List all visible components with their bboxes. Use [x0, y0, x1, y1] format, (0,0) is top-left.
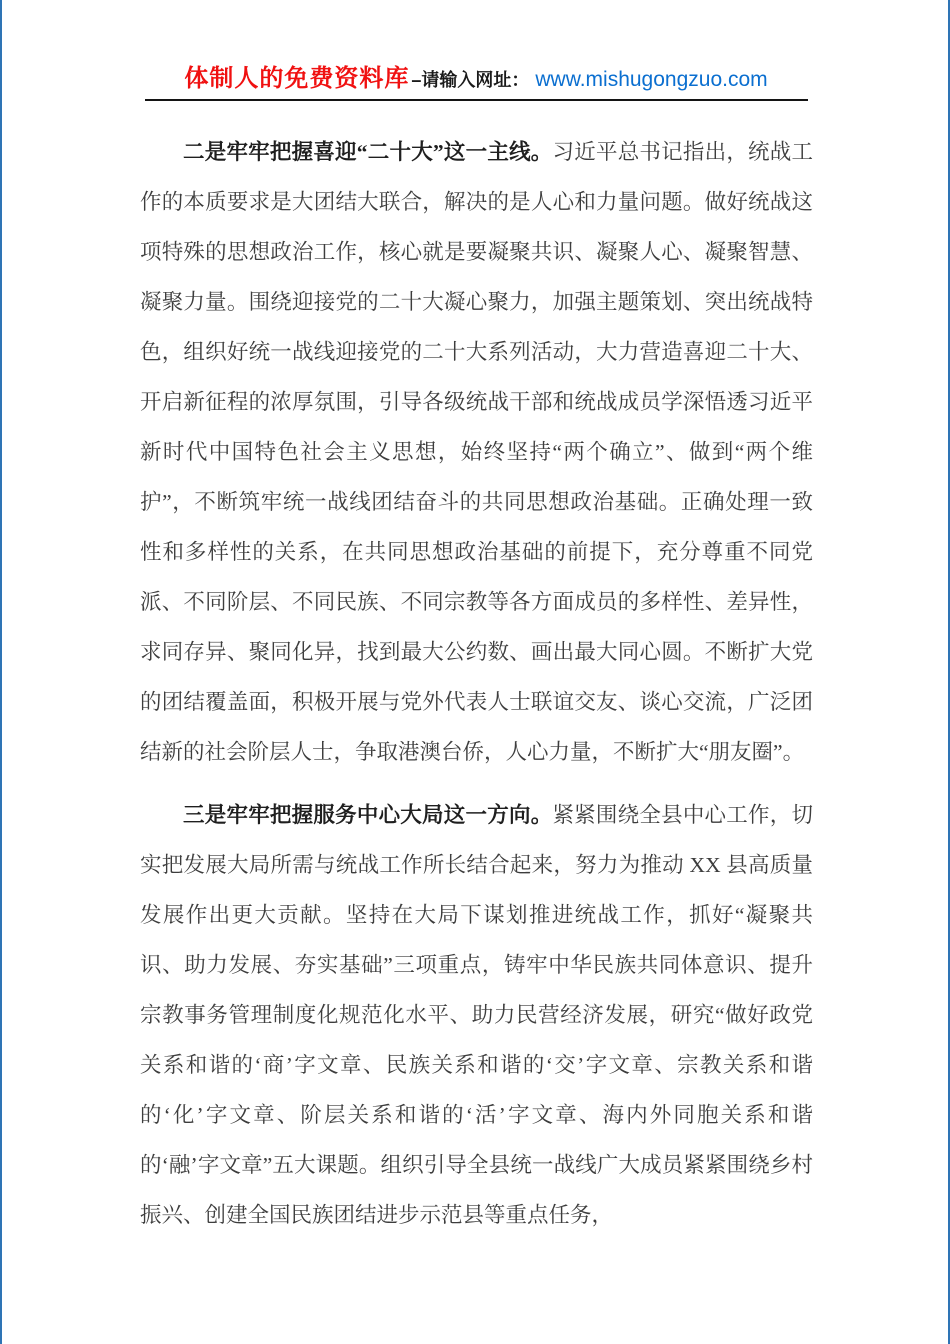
document-body [140, 127, 813, 1253]
paragraph-three [140, 790, 813, 1240]
paragraph-two-lead: 二是牢牢把握喜迎“二十大”这一主线。 [183, 140, 553, 164]
url-prompt-label: –请输入网址： [411, 70, 530, 90]
site-url-link[interactable]: www.mishugongzuo.com [535, 68, 768, 91]
paragraph-three-text: 紧紧围绕全县中心工作，切实把发展大局所需与统战工作所长结合起来，努力为推动 XX 县高质量发展作出更大贡献。坚持在大局下谋划推进统战工作，抓好“凝聚共识、助力发展、夯实基础”三项重点，铸牢中华民族共同体意识、提升宗教事务管理制度化规范化水平、助力民营经济发展，研究“做好政党关系和谐的‘商’字文章、民族关系和谐的‘交’字文章、宗教关系和谐的‘化’字文章、阶层关系和谐的‘活’字文章、海内外同胞关系和谐的‘融’字文章”五大课题。组织引导全县统一战线广大成员紧紧围绕乡村振兴、创建全国民族团结进步示范县等重点任务， [140, 803, 813, 1227]
paragraph-three-lead: 三是牢牢把握服务中心大局这一方向。 [183, 803, 553, 827]
page-header [140, 58, 812, 93]
paragraph-two-text: 习近平总书记指出，统战工作的本质要求是大团结大联合，解决的是人心和力量问题。做好统战这项特殊的思想政治工作，核心就是要凝聚共识、凝聚人心、凝聚智慧、凝聚力量。围绕迎接党的二十大凝心聚力，加强主题策划、突出统战特色，组织好统一战线迎接党的二十大系列活动，大力营造喜迎二十大、开启新征程的浓厚氛围，引导各级统战干部和统战成员学深悟透习近平新时代中国特色社会主义思想，始终坚持“两个确立”、做到“两个维护”，不断筑牢统一战线团结奋斗的共同思想政治基础。正确处理一致性和多样性的关系，在共同思想政治基础的前提下，充分尊重不同党派、不同阶层、不同民族、不同宗教等各方面成员的多样性、差异性，求同存异、聚同化异，找到最大公约数、画出最大同心圆。不断扩大党的团结覆盖面，积极开展与党外代表人士联谊交友、谈心交流，广泛团结新的社会阶层人士，争取港澳台侨，人心力量，不断扩大“朋友圈”。 [140, 140, 813, 764]
paragraph-two [140, 127, 813, 777]
site-brand: 体制人的免费资料库 [184, 65, 410, 92]
header-divider [145, 99, 808, 101]
left-border-bar [0, 0, 2, 1344]
